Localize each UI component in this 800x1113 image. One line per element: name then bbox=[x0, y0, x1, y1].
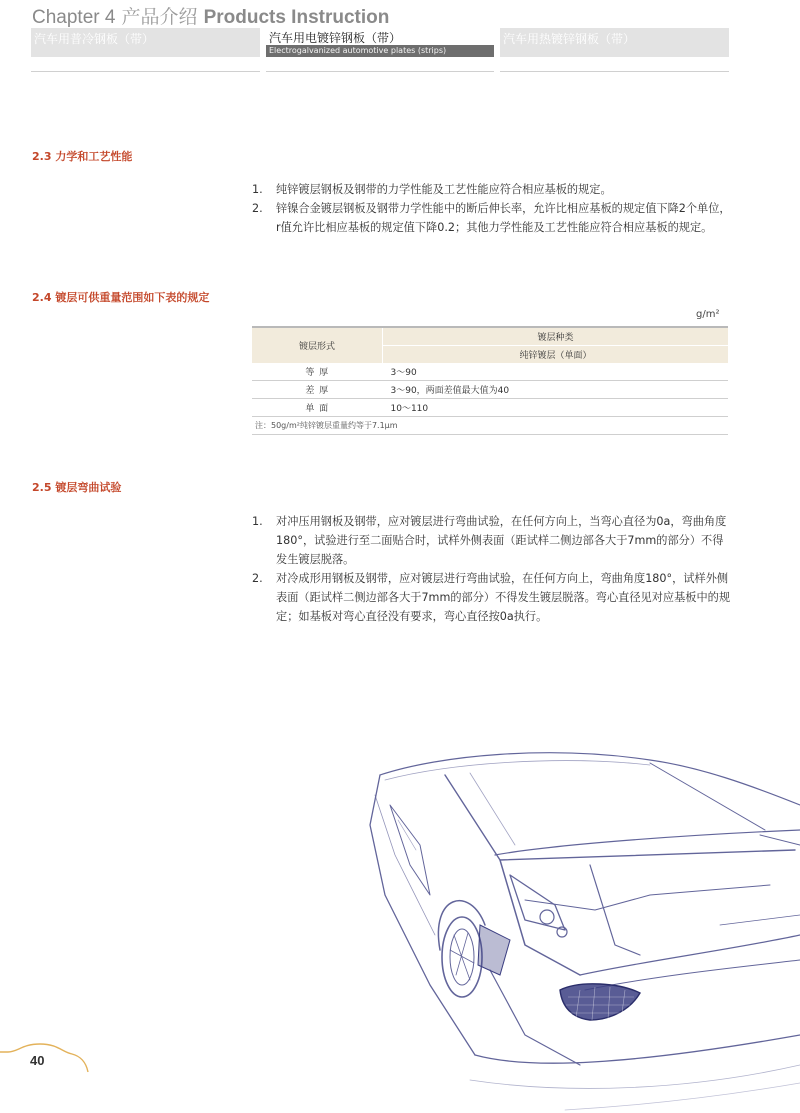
cell-form: 等 厚 bbox=[252, 363, 383, 381]
cell-form: 单 面 bbox=[252, 399, 383, 417]
unit-label: g/m² bbox=[696, 309, 720, 320]
table-note: 注：50g/m²纯锌镀层重量约等于7.1μm bbox=[252, 417, 728, 435]
tab-subtitle: Electrogalvanized automotive plates (strips) bbox=[266, 45, 494, 57]
coating-weight-table bbox=[252, 326, 728, 435]
item-text: 锌镍合金镀层钢板及钢带力学性能中的断后伸长率，允许比相应基板的规定值下降2个单位，r值允许比相应基板的规定值下降0.2；其他力学性能及工艺性能应符合相应基板的规定。 bbox=[276, 202, 731, 234]
item-number: 2. bbox=[252, 572, 263, 585]
section-heading-2-4: 2.4 镀层可供重量范围如下表的规定 bbox=[32, 291, 210, 304]
tab-label: 汽车用热镀锌钢板（带） bbox=[503, 32, 636, 46]
section-heading-2-5: 2.5 镀层弯曲试验 bbox=[32, 481, 122, 494]
tab-label: 汽车用电镀锌钢板（带） bbox=[269, 31, 402, 45]
col-header-sub: 纯锌镀层（单面） bbox=[383, 346, 729, 364]
chapter-en-prefix: Chapter 4 bbox=[32, 7, 116, 28]
table-row bbox=[252, 381, 728, 399]
cell-value: 10～110 bbox=[383, 399, 729, 417]
item-text: 纯锌镀层钢板及钢带的力学性能及工艺性能应符合相应基板的规定。 bbox=[276, 183, 612, 196]
page-tab-shape bbox=[0, 1040, 90, 1080]
tab-label: 汽车用普冷钢板（带） bbox=[34, 32, 155, 46]
list-item bbox=[252, 180, 732, 199]
chapter-title bbox=[32, 2, 389, 29]
table-note-row bbox=[252, 417, 728, 435]
col-header-form: 镀层形式 bbox=[252, 327, 383, 363]
table-row bbox=[252, 399, 728, 417]
cell-value: 3～90，两面差值最大值为40 bbox=[383, 381, 729, 399]
page-number: 40 bbox=[30, 1053, 45, 1068]
item-text: 对冲压用钢板及钢带，应对镀层进行弯曲试验，在任何方向上，当弯心直径为0a，弯曲角度180°，试验进行至二面贴合时，试样外侧表面（距试样二侧边部各大于7mm的部分）不得发生镀层脱落。 bbox=[276, 515, 727, 566]
section-2-3-list bbox=[252, 180, 732, 237]
section-2-5-list bbox=[252, 512, 732, 626]
cell-value: 3～90 bbox=[383, 363, 729, 381]
table-row bbox=[252, 363, 728, 381]
cell-form: 差 厚 bbox=[252, 381, 383, 399]
table-header-row bbox=[252, 327, 728, 346]
list-item bbox=[252, 199, 732, 237]
list-item bbox=[252, 512, 732, 569]
tab-divider bbox=[266, 71, 494, 72]
item-number: 1. bbox=[252, 515, 263, 528]
car-sketch-illustration bbox=[350, 735, 800, 1113]
tab-divider bbox=[31, 71, 260, 72]
chapter-en-title: Products Instruction bbox=[203, 7, 390, 28]
item-number: 1. bbox=[252, 183, 263, 196]
item-text: 对冷成形用钢板及钢带，应对镀层进行弯曲试验，在任何方向上，弯曲角度180°，试样外侧表面（距试样二侧边部各大于7mm的部分）不得发生镀层脱落。弯心直径见对应基板中的规定；如基板对弯心直径没有要求，弯心直径按0a执行。 bbox=[276, 572, 731, 623]
tab-hot-dip[interactable] bbox=[500, 28, 729, 57]
tab-divider bbox=[500, 71, 729, 72]
list-item bbox=[252, 569, 732, 626]
section-heading-2-3: 2.3 力学和工艺性能 bbox=[32, 150, 133, 163]
tab-cold-rolled[interactable] bbox=[31, 28, 260, 57]
tab-electrogalvanized[interactable] bbox=[266, 28, 494, 57]
col-header-group: 镀层种类 bbox=[383, 327, 729, 346]
item-number: 2. bbox=[252, 202, 263, 215]
chapter-cn: 产品介绍 bbox=[121, 6, 198, 28]
